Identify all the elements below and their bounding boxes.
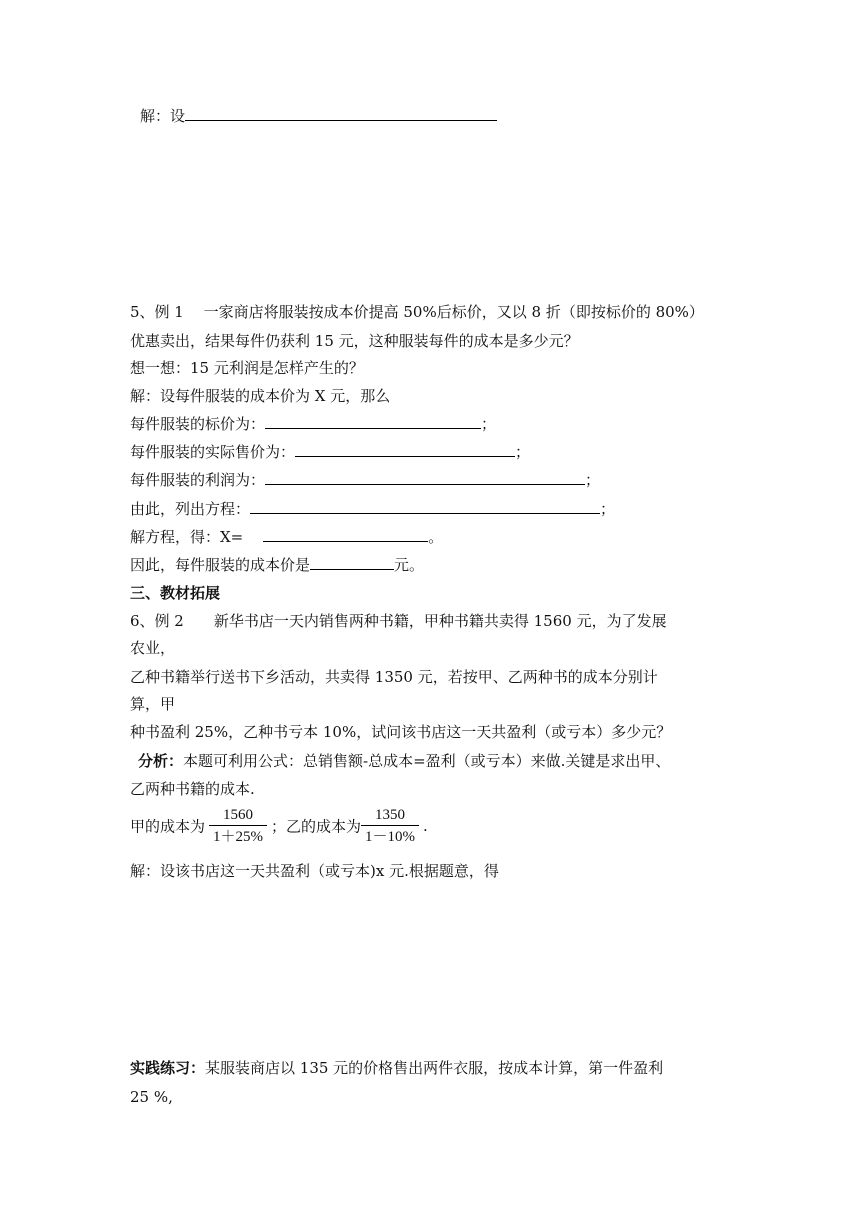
semicolon: ； <box>600 500 616 518</box>
profit-line <box>130 470 600 490</box>
practice-text: 某服装商店以 135 元的价格售出两件衣服，按成本计算，第一件盈利 <box>205 1059 664 1077</box>
cost-line <box>130 806 428 846</box>
actual-price-label: 每件服装的实际售价为： <box>130 443 296 461</box>
actual-price-line <box>130 442 530 462</box>
example2-line1: 6、例 2 新华书店一天内销售两种书籍，甲种书籍共卖得 1560 元，为了发展 <box>130 612 667 630</box>
example1-think: 想一想：15 元利润是怎样产生的？ <box>130 359 364 377</box>
solve-blank[interactable] <box>263 527 428 542</box>
marked-price-line <box>130 414 496 434</box>
practice-line <box>130 1058 663 1078</box>
solve-label: 解方程，得：X= <box>130 528 244 546</box>
conclusion-blank[interactable] <box>310 555 394 570</box>
marked-price-label: 每件服装的标价为： <box>130 415 266 433</box>
conclusion-line <box>130 555 424 575</box>
equation-label: 由此，列出方程： <box>130 500 251 518</box>
example2-line4: 算，甲 <box>130 695 176 713</box>
example2-solution: 解：设该书店这一天共盈利（或亏本)x 元.根据题意，得 <box>130 862 499 880</box>
cost-b-numerator: 1350 <box>361 806 419 826</box>
cost-b-label: 乙的成本为 <box>286 817 362 836</box>
solution-intro-line <box>140 106 497 126</box>
section-heading: 三、教材拓展 <box>130 584 221 602</box>
profit-blank[interactable] <box>265 470 585 485</box>
conclusion-suffix: 元。 <box>394 556 425 574</box>
cost-b-denominator: 1－10% <box>365 829 416 845</box>
cost-a-numerator: 1560 <box>209 806 267 826</box>
marked-price-blank[interactable] <box>265 414 481 429</box>
profit-label: 每件服装的利润为： <box>130 471 266 489</box>
cost-a-denominator: 1＋25% <box>213 829 264 845</box>
practice-label: 实践练习： <box>130 1059 206 1077</box>
actual-price-blank[interactable] <box>295 442 515 457</box>
analysis-label: 分析： <box>138 752 184 770</box>
practice-line2: 25 %, <box>130 1088 173 1106</box>
solve-line <box>130 527 443 547</box>
example2-line3: 乙种书籍举行送书下乡活动，共卖得 1350 元，若按甲、乙两种书的成本分别计 <box>130 668 658 686</box>
example2-line5: 种书盈利 25%，乙种书亏本 10%，试问该书店这一天共盈利（或亏本）多少元？ <box>130 723 672 741</box>
answer-blank[interactable] <box>185 106 497 121</box>
cost-a-fraction <box>209 806 267 846</box>
period: 。 <box>428 528 444 546</box>
equation-line <box>130 499 615 519</box>
semicolon: ； <box>585 471 601 489</box>
example1-line1: 5、例 1 一家商店将服装按成本价提高 50%后标价，又以 8 折（即按标价的 80%） <box>130 303 704 321</box>
cost-a-label: 甲的成本为 <box>130 817 206 836</box>
semicolon: ； <box>515 443 531 461</box>
equation-blank[interactable] <box>250 499 600 514</box>
semicolon: ； <box>481 415 497 433</box>
end-period: . <box>423 817 428 835</box>
analysis-line2: 乙两种书籍的成本. <box>130 780 255 798</box>
separator: ； <box>271 817 287 836</box>
solution-intro-label: 解：设 <box>140 107 186 125</box>
analysis-text: 本题可利用公式：总销售额-总成本=盈利（或亏本）来做.关键是求出甲、 <box>183 752 671 770</box>
cost-b-fraction <box>361 806 419 846</box>
example2-line2: 农业， <box>130 639 176 657</box>
example1-solution: 解：设每件服装的成本价为 X 元，那么 <box>130 387 391 405</box>
analysis-line <box>138 751 670 771</box>
example1-line2: 优惠卖出，结果每件仍获利 15 元，这种服装每件的成本是多少元？ <box>130 332 579 350</box>
conclusion-prefix: 因此，每件服装的成本价是 <box>130 556 311 574</box>
